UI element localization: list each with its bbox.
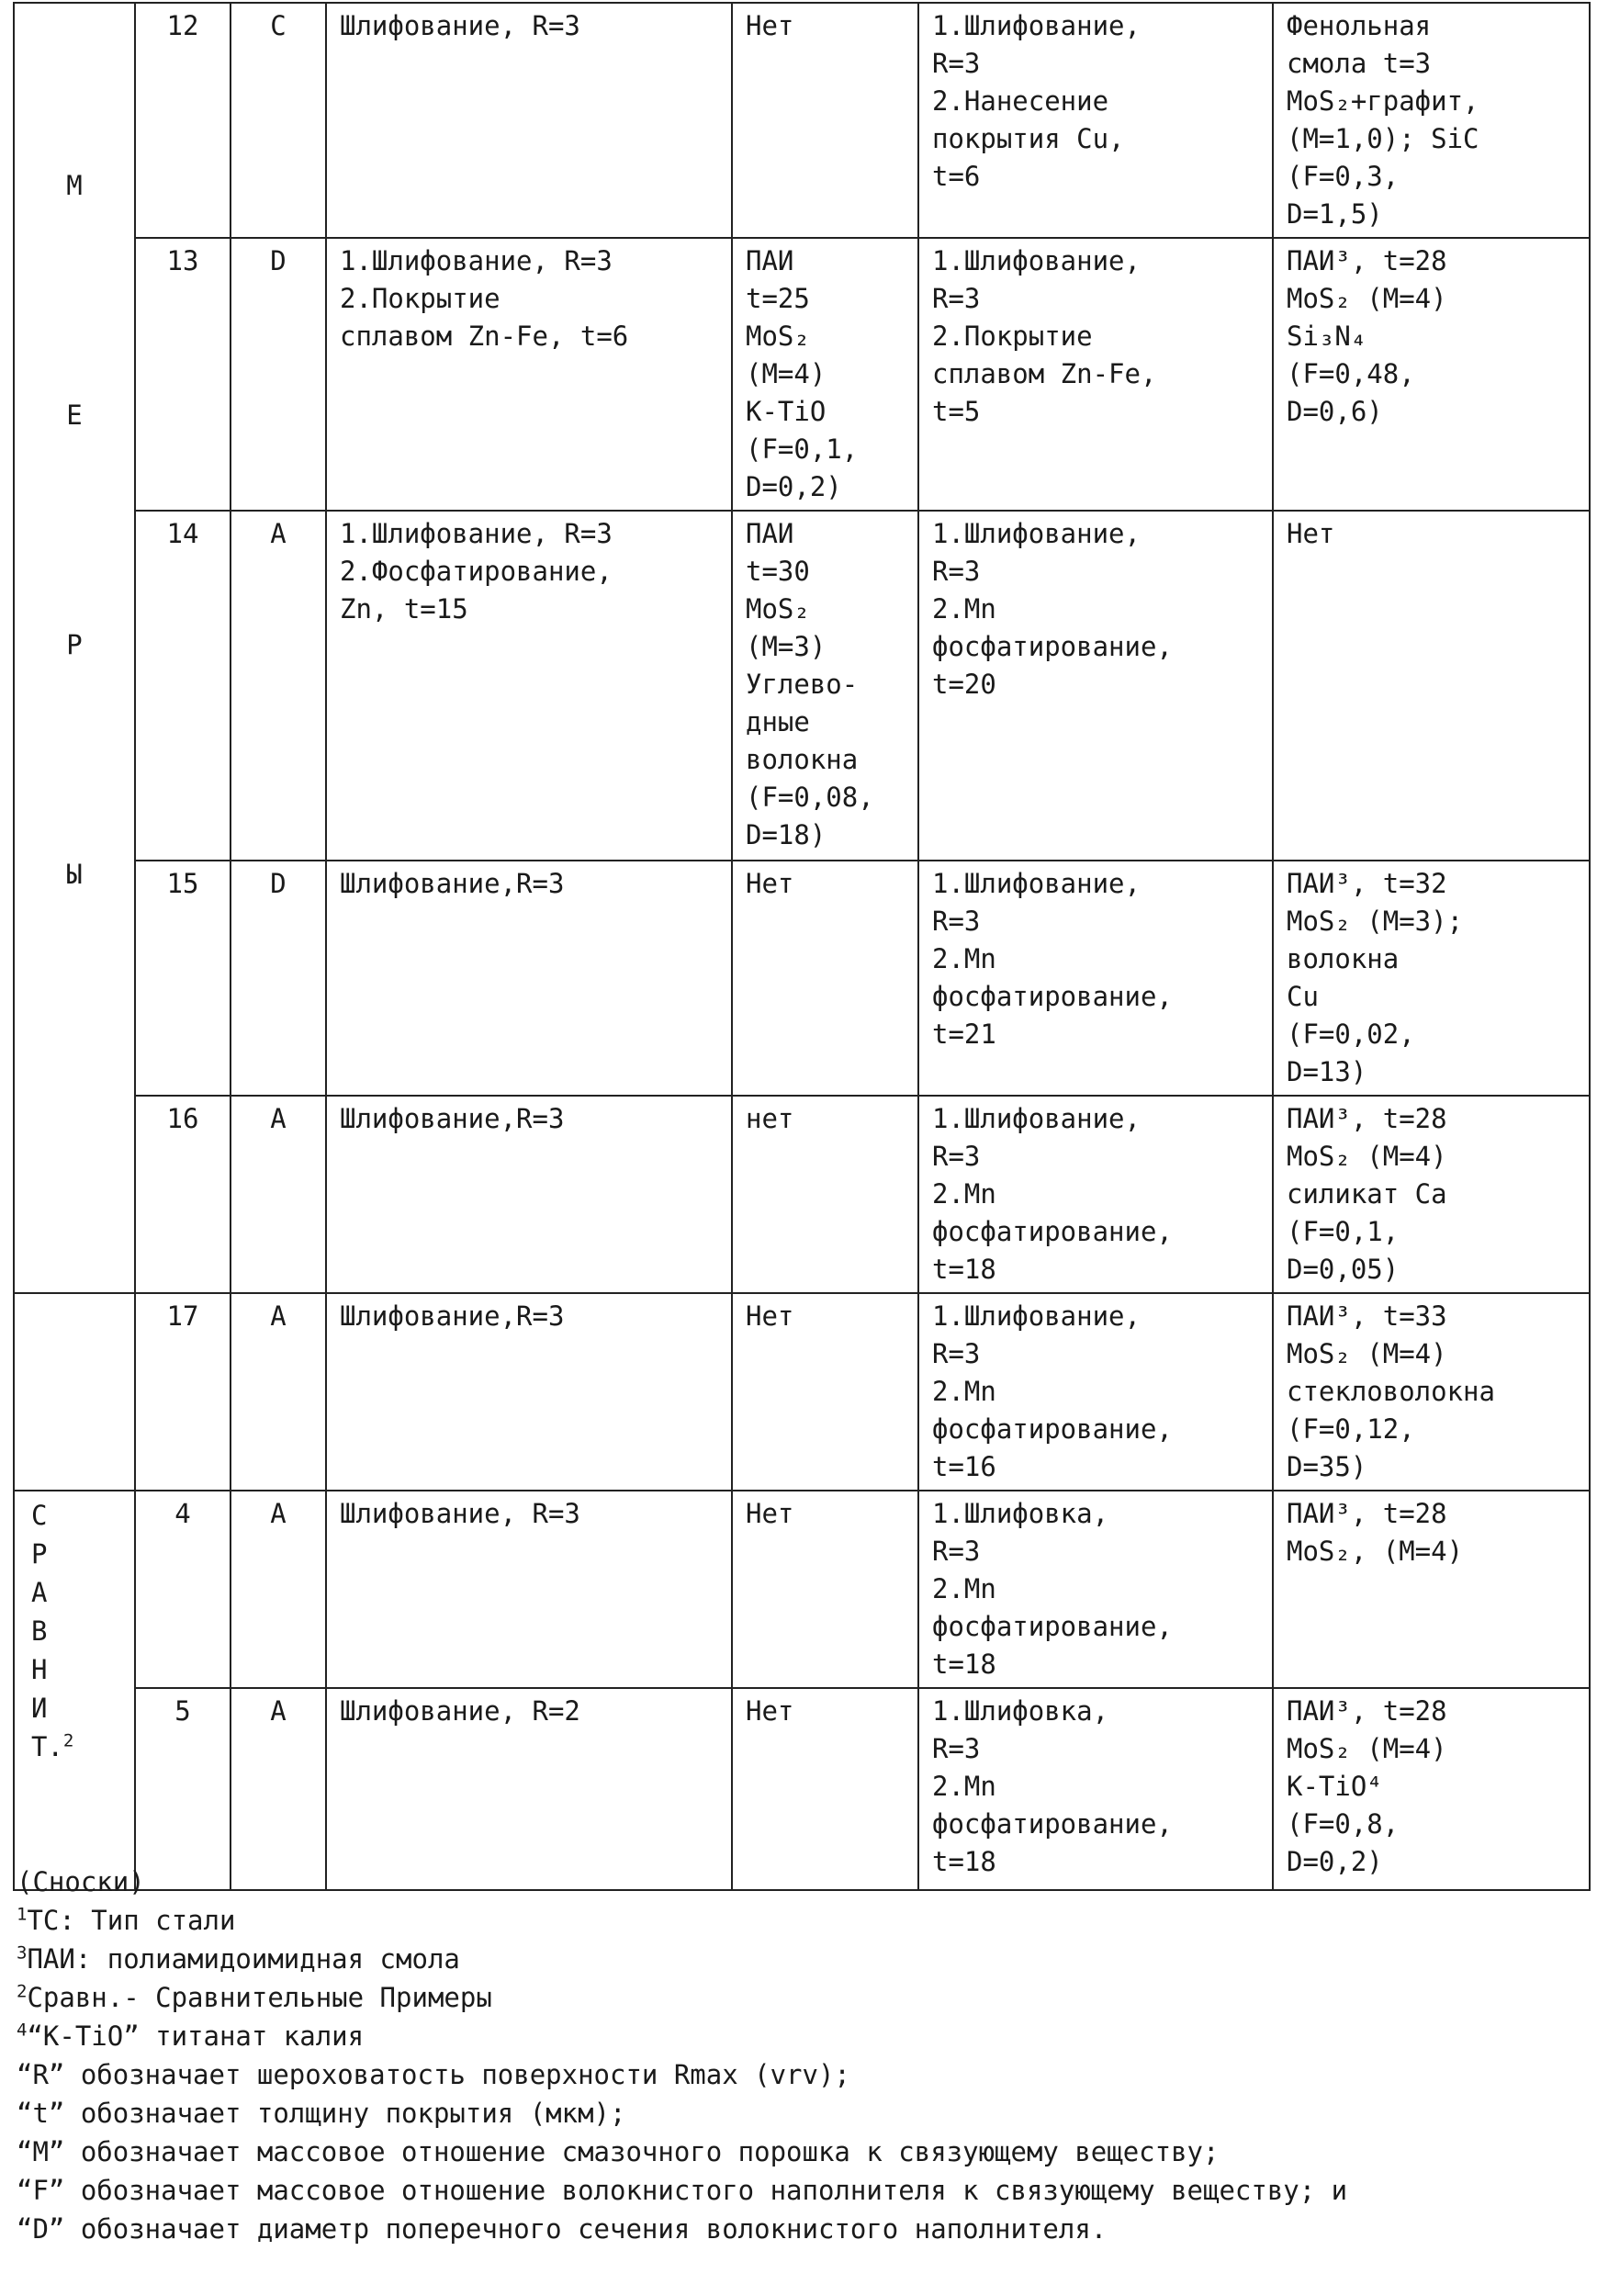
- table-row: [14, 1096, 1590, 1293]
- table-row: [14, 861, 1590, 1096]
- footnote-text: ТС: Тип стали: [27, 1905, 235, 1936]
- definition-f: “F” обозначает массовое отношение волокнистого наполнителя к связующему веществу; и: [17, 2171, 1578, 2210]
- coating-b: ПАИ³, t=28 MoS₂, (M=4): [1273, 1491, 1590, 1688]
- coating-a: Нет: [732, 861, 918, 1096]
- coating-a: Нет: [732, 3, 918, 238]
- process-b: 1.Шлифование, R=3 2.Mn фосфатирование, t=21: [918, 861, 1273, 1096]
- group-letter: М: [15, 167, 134, 205]
- process-a: Шлифование, R=2: [326, 1688, 732, 1890]
- steel-type: A: [231, 1688, 326, 1890]
- example-number: 14: [135, 511, 231, 861]
- process-a: Шлифование,R=3: [326, 861, 732, 1096]
- table-row: [14, 238, 1590, 511]
- example-number: 17: [135, 1293, 231, 1491]
- definition-r: “R” обозначает шероховатость поверхности Rmax (vrv);: [17, 2055, 1578, 2094]
- group-letter: [31, 1728, 73, 1766]
- example-number: 12: [135, 3, 231, 238]
- coating-b: ПАИ³, t=32 MoS₂ (M=3); волокна Cu (F=0,02, D=13): [1273, 861, 1590, 1096]
- steel-type: C: [231, 3, 326, 238]
- footnote-text: “K-TiO” титанат калия: [27, 2020, 364, 2052]
- process-a: Шлифование, R=3: [326, 3, 732, 238]
- comparative-abbrev: Т.: [31, 1731, 63, 1762]
- footnote-3: [17, 1940, 1578, 1978]
- definition-m: “M” обозначает массовое отношение смазочного порошка к связующему веществу;: [17, 2133, 1578, 2171]
- group-letter: А: [31, 1574, 47, 1612]
- footnotes: [17, 1863, 1578, 2248]
- process-b: 1.Шлифование, R=3 2.Нанесение покрытия Cu, t=6: [918, 3, 1273, 238]
- footnote-text: Сравн.- Сравнительные Примеры: [27, 1982, 491, 2013]
- table-row: [14, 511, 1590, 861]
- footnote-marker: 3: [17, 1942, 27, 1963]
- footnote-1: [17, 1901, 1578, 1940]
- examples-group-cell: [14, 3, 135, 1293]
- steel-type: D: [231, 861, 326, 1096]
- footnote-marker: 2: [63, 1730, 73, 1750]
- process-b: 1.Шлифование, R=3 2.Mn фосфатирование, t=18: [918, 1096, 1273, 1293]
- coating-b: ПАИ³, t=28 MoS₂ (M=4) силикат Ca (F=0,1, D=0,05): [1273, 1096, 1590, 1293]
- empty-group-cell: [14, 1293, 135, 1491]
- footnote-marker: 4: [17, 2020, 27, 2040]
- group-letter: Р: [31, 1536, 47, 1573]
- coating-b: ПАИ³, t=28 MoS₂ (M=4) K-TiO⁴ (F=0,8, D=0,2): [1273, 1688, 1590, 1890]
- example-number: 5: [135, 1688, 231, 1890]
- group-letter: Н: [31, 1651, 47, 1689]
- footnote-4: [17, 2017, 1578, 2055]
- coating-a: ПАИ t=30 MoS₂ (M=3) Углево- дные волокна (F=0,08, D=18): [732, 511, 918, 861]
- example-number: 16: [135, 1096, 231, 1293]
- table-row: [14, 1491, 1590, 1688]
- steel-type: A: [231, 511, 326, 861]
- steel-type: A: [231, 1096, 326, 1293]
- process-b: 1.Шлифование, R=3 2.Mn фосфатирование, t=16: [918, 1293, 1273, 1491]
- coating-a: Нет: [732, 1688, 918, 1890]
- steel-type: A: [231, 1491, 326, 1688]
- process-b: 1.Шлифовка, R=3 2.Mn фосфатирование, t=18: [918, 1688, 1273, 1890]
- footnote-2: [17, 1978, 1578, 2017]
- process-a: Шлифование,R=3: [326, 1096, 732, 1293]
- process-b: 1.Шлифование, R=3 2.Mn фосфатирование, t=20: [918, 511, 1273, 861]
- table-row: [14, 3, 1590, 238]
- example-number: 4: [135, 1491, 231, 1688]
- definition-t: “t” обозначает толщину покрытия (мкм);: [17, 2094, 1578, 2133]
- coating-a: Нет: [732, 1491, 918, 1688]
- group-letter: С: [31, 1497, 47, 1535]
- group-letter: В: [31, 1613, 47, 1650]
- coating-a: ПАИ t=25 MoS₂ (M=4) K-TiO (F=0,1, D=0,2): [732, 238, 918, 511]
- definition-d: “D” обозначает диаметр поперечного сечения волокнистого наполнителя.: [17, 2210, 1578, 2248]
- coating-b: Фенольная смола t=3 MoS₂+графит, (M=1,0); SiC (F=0,3, D=1,5): [1273, 3, 1590, 238]
- process-a: 1.Шлифование, R=3 2.Покрытие сплавом Zn-Fe, t=6: [326, 238, 732, 511]
- table-row: [14, 1688, 1590, 1890]
- footnotes-heading: (Сноски): [17, 1863, 1578, 1901]
- group-letter: И: [31, 1690, 47, 1728]
- group-letter: Ы: [15, 856, 134, 894]
- coating-b: ПАИ³, t=28 MoS₂ (M=4) Si₃N₄ (F=0,48, D=0,6): [1273, 238, 1590, 511]
- group-letter: Р: [15, 626, 134, 664]
- results-table: [13, 2, 1591, 1891]
- process-b: 1.Шлифование, R=3 2.Покрытие сплавом Zn-Fe, t=5: [918, 238, 1273, 511]
- example-number: 15: [135, 861, 231, 1096]
- comparative-group-cell: [14, 1491, 135, 1890]
- footnote-text: ПАИ: полиамидоимидная смола: [27, 1943, 459, 1975]
- group-letter: Е: [15, 397, 134, 434]
- footnote-marker: 2: [17, 1981, 27, 2001]
- steel-type: D: [231, 238, 326, 511]
- coating-b: ПАИ³, t=33 MoS₂ (M=4) стекловолокна (F=0,12, D=35): [1273, 1293, 1590, 1491]
- footnote-marker: 1: [17, 1904, 27, 1924]
- coating-b: Нет: [1273, 511, 1590, 861]
- steel-type: A: [231, 1293, 326, 1491]
- coating-a: нет: [732, 1096, 918, 1293]
- process-a: 1.Шлифование, R=3 2.Фосфатирование, Zn, t=15: [326, 511, 732, 861]
- process-a: Шлифование,R=3: [326, 1293, 732, 1491]
- process-b: 1.Шлифовка, R=3 2.Mn фосфатирование, t=18: [918, 1491, 1273, 1688]
- process-a: Шлифование, R=3: [326, 1491, 732, 1688]
- example-number: 13: [135, 238, 231, 511]
- coating-a: Нет: [732, 1293, 918, 1491]
- table-row: [14, 1293, 1590, 1491]
